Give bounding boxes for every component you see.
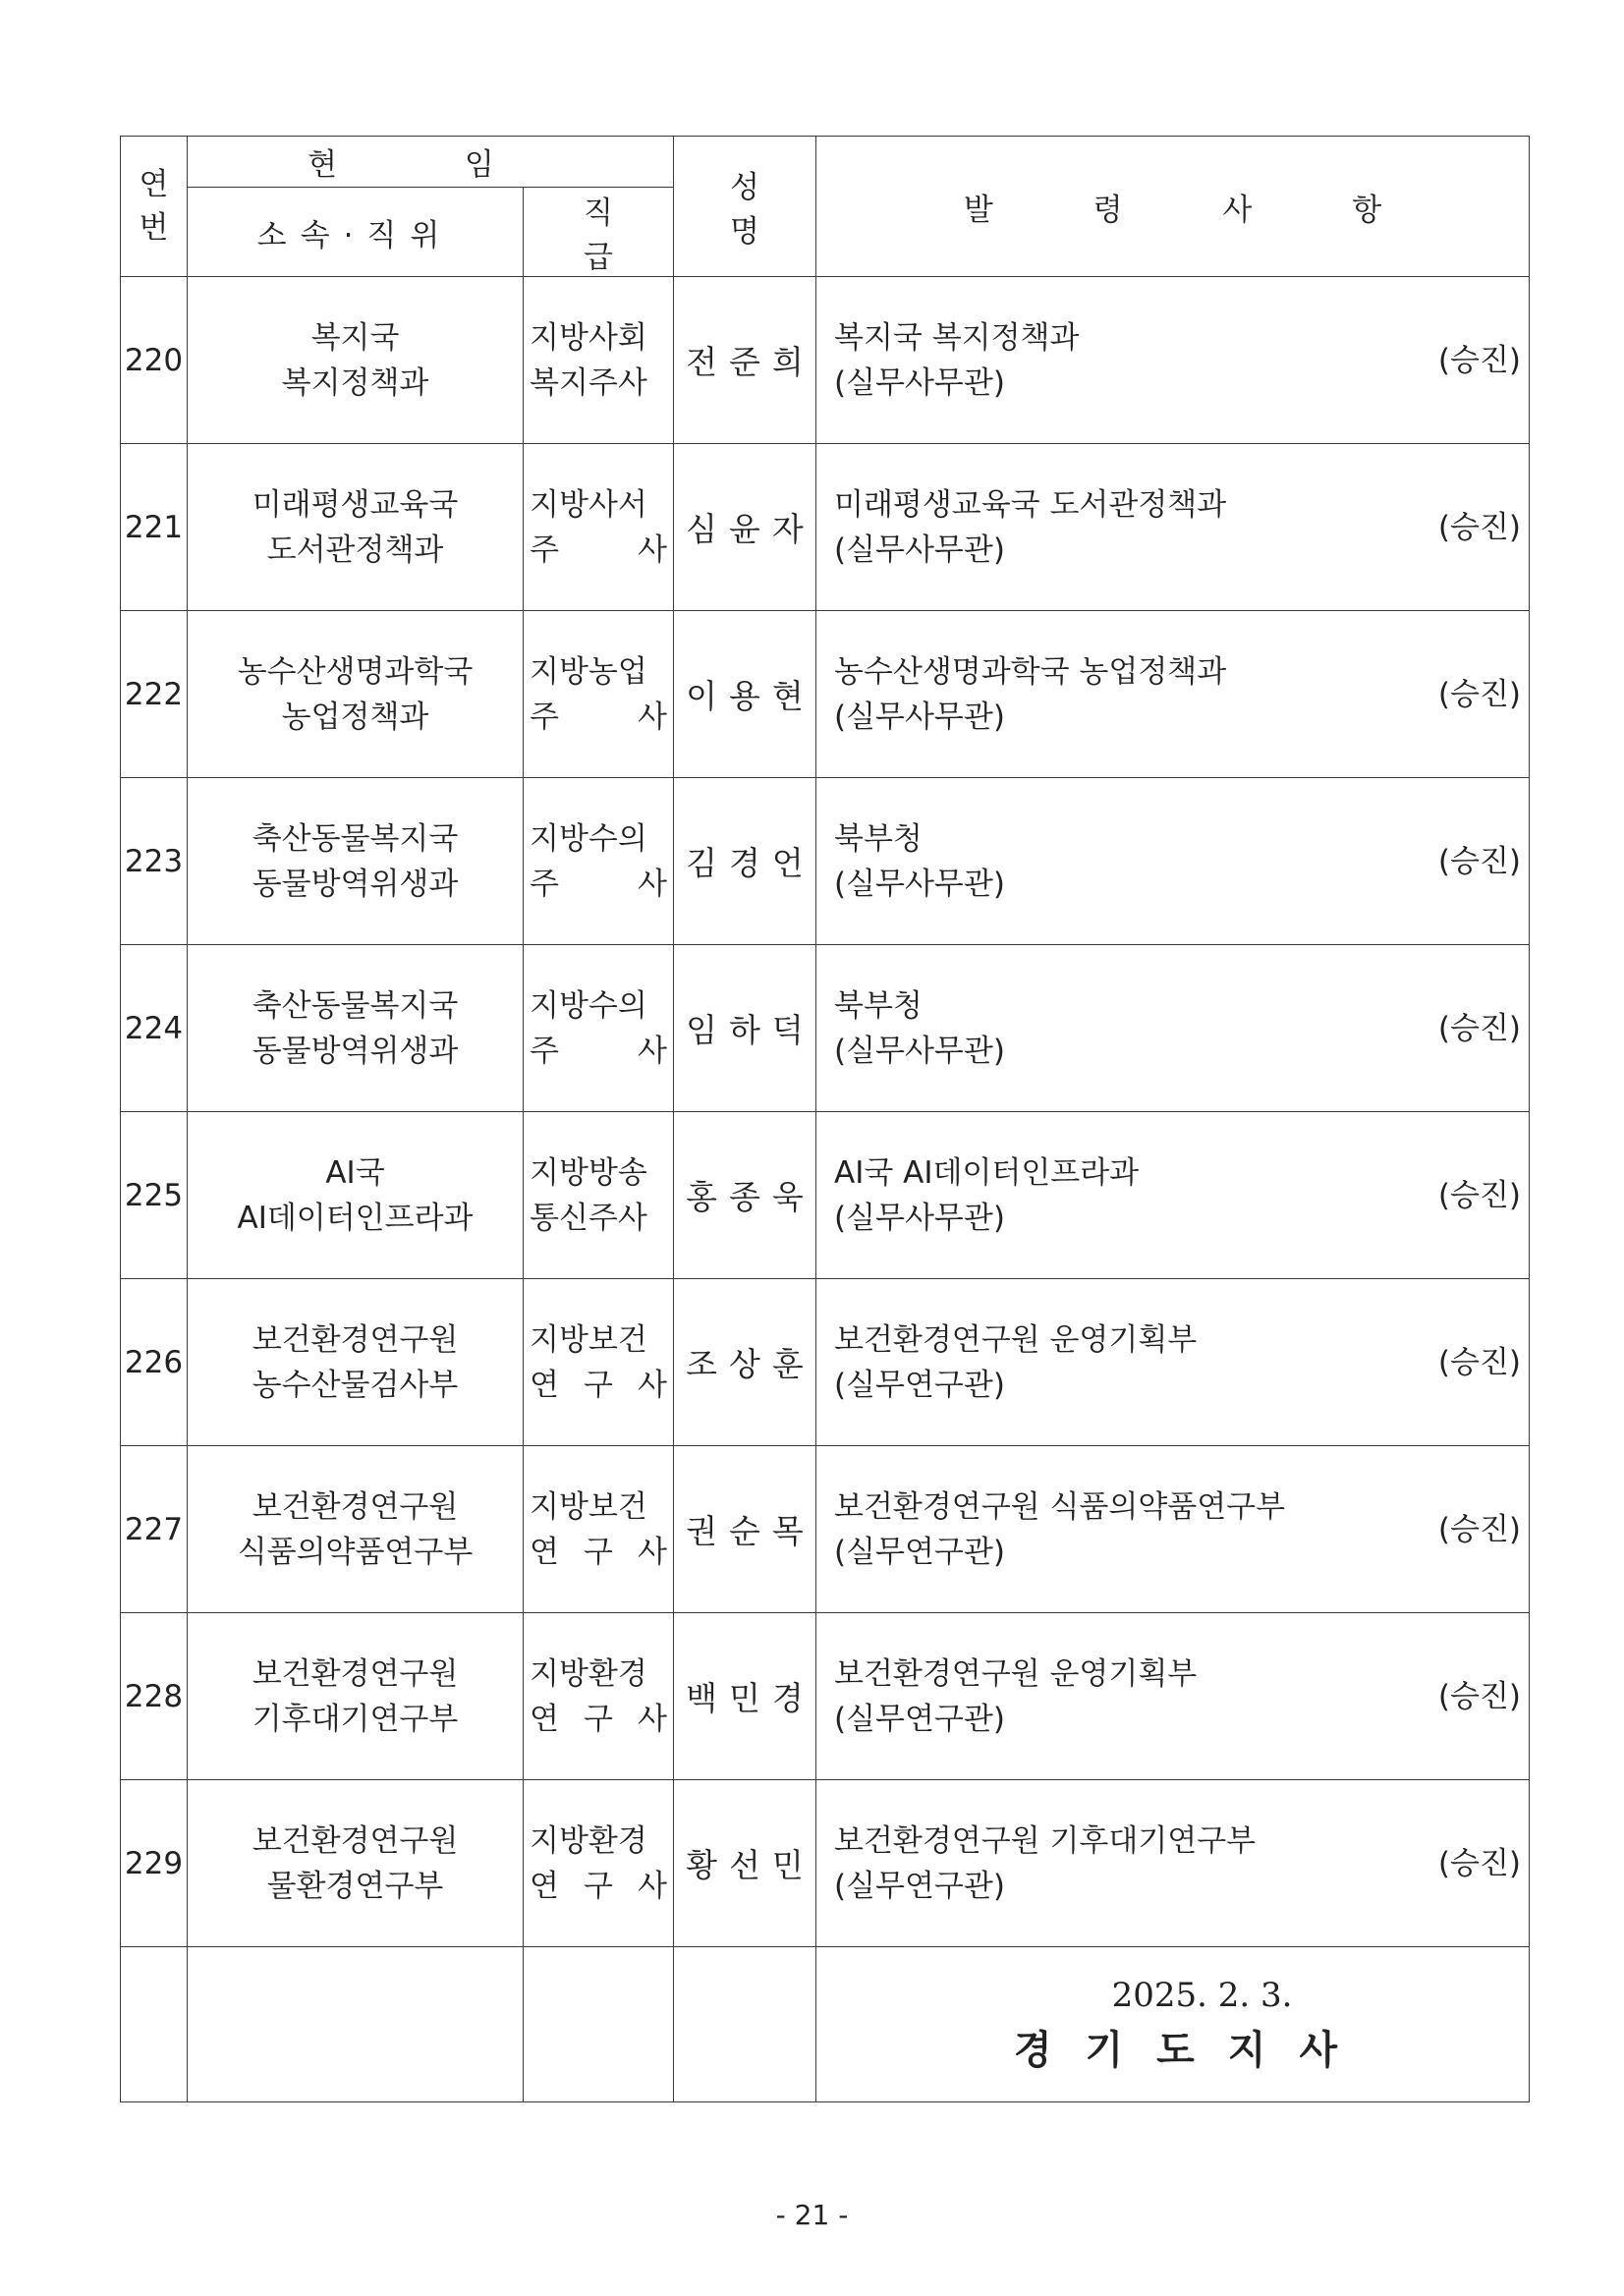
row-number: 226 xyxy=(121,1279,188,1446)
header-rank: 직 급 xyxy=(524,188,674,277)
affiliation-line2: 물환경연구부 xyxy=(266,1868,444,1904)
row-number: 223 xyxy=(121,778,188,945)
rank-line2 xyxy=(530,695,667,740)
table-row xyxy=(121,1112,1530,1279)
empty-cell xyxy=(524,1947,674,2102)
row-number: 229 xyxy=(121,1780,188,1947)
page-number: - 21 - xyxy=(775,2199,849,2231)
person-name: 심윤자 xyxy=(674,444,816,611)
header-order: 발 령 사 항 xyxy=(816,137,1530,277)
person-name: 전준희 xyxy=(674,277,816,444)
rank-char: 사 xyxy=(638,1367,667,1403)
rank-char: 주 xyxy=(530,1033,559,1069)
rank-cell xyxy=(524,1613,674,1780)
rank-cell xyxy=(524,1112,674,1279)
affiliation-cell xyxy=(188,1780,524,1947)
empty-cell xyxy=(188,1947,524,2102)
affiliation-line1: 미래평생교육국 xyxy=(252,486,459,523)
person-name: 백민경 xyxy=(674,1613,816,1780)
order-cell xyxy=(816,1112,1530,1279)
affiliation-line1: 보건환경연구원 xyxy=(252,1655,459,1692)
rank-line2: 통신주사 xyxy=(530,1200,647,1236)
rank-char: 구 xyxy=(584,1367,613,1403)
affiliation-cell xyxy=(188,1446,524,1613)
rank-char: 연 xyxy=(530,1534,559,1570)
rank-char: 사 xyxy=(638,1701,667,1737)
affiliation-line1: 복지국 xyxy=(310,319,400,356)
table-row xyxy=(121,778,1530,945)
row-number: 224 xyxy=(121,945,188,1112)
row-number: 225 xyxy=(121,1112,188,1279)
affiliation-line2: 기후대기연구부 xyxy=(252,1701,459,1737)
order-line1: 보건환경연구원 기후대기연구부 xyxy=(834,1822,1257,1859)
order-cell xyxy=(816,444,1530,611)
rank-char: 연 xyxy=(530,1868,559,1904)
rank-line2 xyxy=(530,1697,667,1742)
rank-char: 주 xyxy=(530,532,559,568)
order-type: (승진) xyxy=(1437,1511,1521,1547)
order-line1: 보건환경연구원 운영기획부 xyxy=(834,1655,1198,1692)
order-line1: 북부청 xyxy=(834,820,923,857)
row-number: 227 xyxy=(121,1446,188,1613)
order-type: (승진) xyxy=(1437,342,1521,378)
order-type: (승진) xyxy=(1437,1010,1521,1046)
affiliation-cell xyxy=(188,1112,524,1279)
affiliation-line2: 동물방역위생과 xyxy=(252,866,459,902)
rank-char: 구 xyxy=(584,1701,613,1737)
empty-cell xyxy=(674,1947,816,2102)
order-cell xyxy=(816,611,1530,778)
table-row xyxy=(121,945,1530,1112)
affiliation-line1: AI국 xyxy=(325,1154,385,1191)
rank-char: 사 xyxy=(638,866,667,902)
rank-char: 연 xyxy=(530,1367,559,1403)
signature-signer: 경기도지사 xyxy=(1013,2027,1372,2073)
order-line2: (실무사무관) xyxy=(834,1200,1005,1236)
order-cell xyxy=(816,1279,1530,1446)
affiliation-line2: 도서관정책과 xyxy=(266,532,444,568)
order-line2: (실무사무관) xyxy=(834,866,1005,902)
order-type: (승진) xyxy=(1437,1845,1521,1881)
person-name: 이용현 xyxy=(674,611,816,778)
rank-char: 주 xyxy=(530,699,559,735)
rank-cell xyxy=(524,945,674,1112)
rank-char: 사 xyxy=(638,532,667,568)
rank-line2 xyxy=(530,1530,667,1575)
header-number xyxy=(121,137,188,277)
table-row xyxy=(121,611,1530,778)
affiliation-line2: 농업정책과 xyxy=(281,699,429,735)
order-line1: 보건환경연구원 운영기획부 xyxy=(834,1321,1198,1358)
rank-line2 xyxy=(530,528,667,573)
affiliation-line1: 보건환경연구원 xyxy=(252,1822,459,1859)
affiliation-line1: 축산동물복지국 xyxy=(252,820,459,857)
order-line2: (실무연구관) xyxy=(834,1367,1005,1403)
order-line1: 보건환경연구원 식품의약품연구부 xyxy=(834,1488,1286,1525)
appointment-table xyxy=(120,136,1530,2102)
rank-cell xyxy=(524,277,674,444)
row-number: 221 xyxy=(121,444,188,611)
order-cell xyxy=(816,778,1530,945)
order-line1: 복지국 복지정책과 xyxy=(834,319,1080,356)
table-row xyxy=(121,1446,1530,1613)
person-name: 김경언 xyxy=(674,778,816,945)
rank-cell xyxy=(524,444,674,611)
affiliation-cell xyxy=(188,778,524,945)
rank-char: 구 xyxy=(584,1868,613,1904)
rank-line1: 지방사회 xyxy=(530,319,647,356)
rank-cell xyxy=(524,611,674,778)
rank-char: 사 xyxy=(638,1534,667,1570)
rank-cell xyxy=(524,1780,674,1947)
order-type: (승진) xyxy=(1437,1177,1521,1213)
person-name: 권순목 xyxy=(674,1446,816,1613)
rank-line1: 지방수의 xyxy=(530,987,647,1024)
rank-char: 구 xyxy=(584,1534,613,1570)
table-row xyxy=(121,444,1530,611)
affiliation-line1: 축산동물복지국 xyxy=(252,987,459,1024)
affiliation-line2: 동물방역위생과 xyxy=(252,1033,459,1069)
order-line2: (실무사무관) xyxy=(834,364,1005,401)
order-cell xyxy=(816,1780,1530,1947)
rank-line1: 지방수의 xyxy=(530,820,647,857)
person-name: 황선민 xyxy=(674,1780,816,1947)
order-type: (승진) xyxy=(1437,1344,1521,1380)
affiliation-cell xyxy=(188,277,524,444)
row-number: 222 xyxy=(121,611,188,778)
rank-cell xyxy=(524,1446,674,1613)
person-name: 조상훈 xyxy=(674,1279,816,1446)
order-type: (승진) xyxy=(1437,676,1521,712)
affiliation-line1: 농수산생명과학국 xyxy=(237,653,474,690)
affiliation-line1: 보건환경연구원 xyxy=(252,1488,459,1525)
rank-cell xyxy=(524,778,674,945)
order-cell xyxy=(816,1446,1530,1613)
order-line2: (실무사무관) xyxy=(834,1033,1005,1069)
signature-date: 2025. 2. 3. xyxy=(1111,1975,1293,2015)
order-line2: (실무연구관) xyxy=(834,1868,1005,1904)
affiliation-cell xyxy=(188,1613,524,1780)
affiliation-cell xyxy=(188,945,524,1112)
table-row xyxy=(121,277,1530,444)
affiliation-line2: 복지정책과 xyxy=(281,364,429,401)
rank-char: 사 xyxy=(638,699,667,735)
header-number-line2: 번 xyxy=(139,210,169,246)
affiliation-cell xyxy=(188,1279,524,1446)
row-number: 228 xyxy=(121,1613,188,1780)
order-line1: AI국 AI데이터인프라과 xyxy=(834,1154,1140,1191)
table-row xyxy=(121,1279,1530,1446)
rank-line1: 지방보건 xyxy=(530,1321,647,1358)
rank-char: 주 xyxy=(530,866,559,902)
rank-cell xyxy=(524,1279,674,1446)
rank-line2 xyxy=(530,862,667,907)
rank-line1: 지방농업 xyxy=(530,653,647,690)
table-row xyxy=(121,1613,1530,1780)
affiliation-line2: 농수산물검사부 xyxy=(252,1367,459,1403)
affiliation-line1: 보건환경연구원 xyxy=(252,1321,459,1358)
signature-block xyxy=(816,1947,1530,2102)
rank-char: 사 xyxy=(638,1033,667,1069)
header-number-line1: 연 xyxy=(139,167,169,202)
rank-line1: 지방보건 xyxy=(530,1488,647,1525)
rank-line2 xyxy=(530,1864,667,1909)
table-row xyxy=(121,1780,1530,1947)
row-number: 220 xyxy=(121,277,188,444)
order-cell xyxy=(816,277,1530,444)
rank-line2 xyxy=(530,1029,667,1074)
header-current: 현 임 xyxy=(188,137,674,188)
rank-line2: 복지주사 xyxy=(530,364,647,401)
order-line1: 미래평생교육국 도서관정책과 xyxy=(834,486,1227,523)
affiliation-line2: 식품의약품연구부 xyxy=(237,1534,474,1570)
rank-char: 사 xyxy=(638,1868,667,1904)
affiliation-cell xyxy=(188,611,524,778)
header-affiliation: 소속·직위 xyxy=(188,188,524,277)
order-cell xyxy=(816,945,1530,1112)
affiliation-cell xyxy=(188,444,524,611)
header-name: 성 명 xyxy=(674,137,816,277)
order-cell xyxy=(816,1613,1530,1780)
rank-line1: 지방환경 xyxy=(530,1655,647,1692)
empty-cell xyxy=(121,1947,188,2102)
order-line1: 농수산생명과학국 농업정책과 xyxy=(834,653,1227,690)
person-name: 홍종욱 xyxy=(674,1112,816,1279)
order-type: (승진) xyxy=(1437,843,1521,879)
rank-line1: 지방사서 xyxy=(530,486,647,523)
affiliation-line2: AI데이터인프라과 xyxy=(237,1200,474,1236)
order-line2: (실무연구관) xyxy=(834,1701,1005,1737)
order-line1: 북부청 xyxy=(834,987,923,1024)
appointment-rows xyxy=(121,277,1530,1947)
order-type: (승진) xyxy=(1437,509,1521,545)
rank-line1: 지방환경 xyxy=(530,1822,647,1859)
rank-line2 xyxy=(530,1363,667,1408)
order-type: (승진) xyxy=(1437,1678,1521,1714)
rank-char: 연 xyxy=(530,1701,559,1737)
person-name: 임하덕 xyxy=(674,945,816,1112)
order-line2: (실무연구관) xyxy=(834,1534,1005,1570)
rank-line1: 지방방송 xyxy=(530,1154,647,1191)
order-line2: (실무사무관) xyxy=(834,699,1005,735)
order-line2: (실무사무관) xyxy=(834,532,1005,568)
signature-row xyxy=(121,1947,1530,2102)
